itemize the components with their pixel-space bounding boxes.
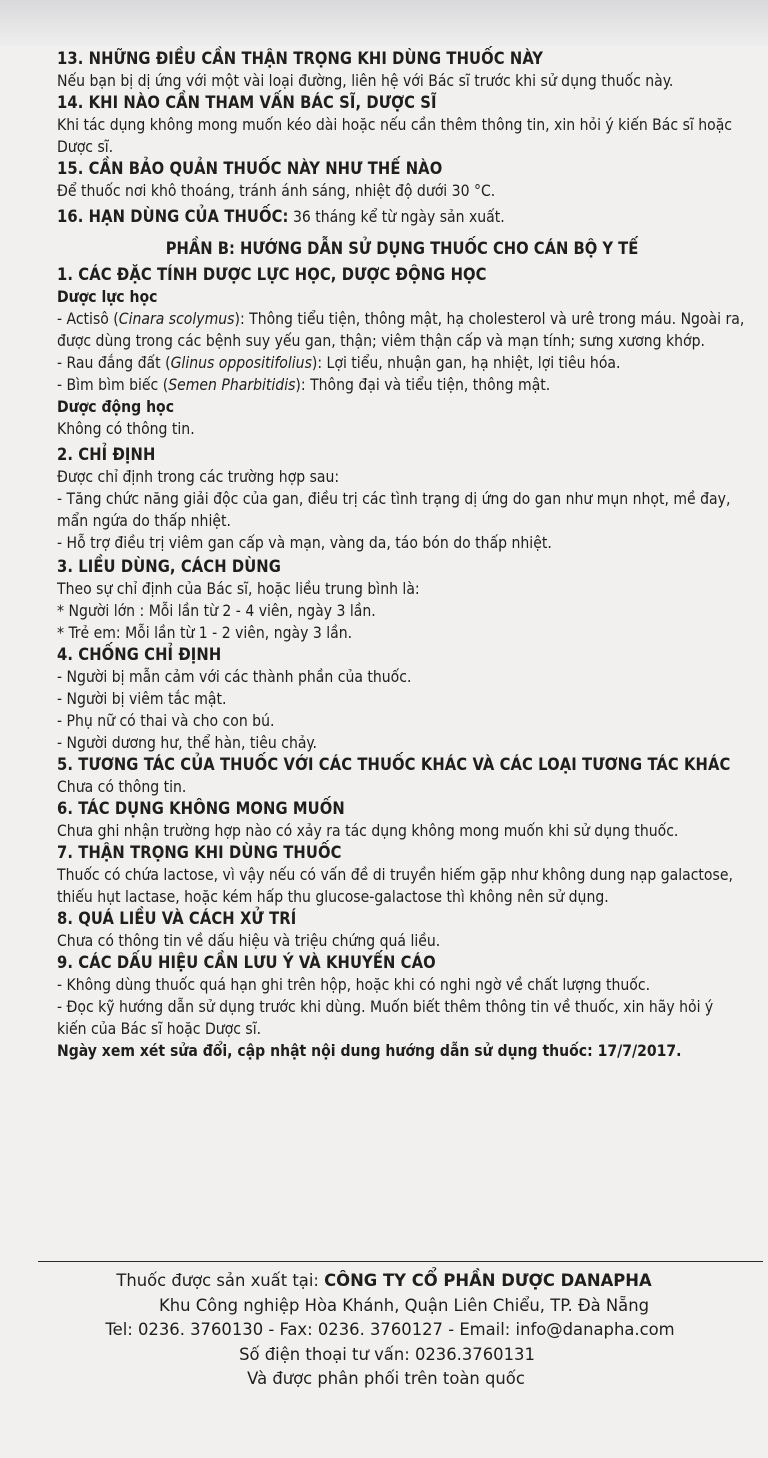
pd-item-latin: Glinus oppositifolius [170,354,312,372]
b2-line: - Tăng chức năng giải độc của gan, điều trị các tình trạng dị ứng do gan như mụn nhọt, mề đay, mẩn ngứa do thấp nhiệt. [57,490,731,530]
b1-title: 1. CÁC ĐẶC TÍNH DƯỢC LỰC HỌC, DƯỢC ĐỘNG HỌC [57,265,487,284]
pd-item-prefix: - Bìm bìm biếc ( [57,376,169,394]
section-16-line [57,206,747,228]
distribution-note: Và được phân phối trên toàn quốc [247,1369,525,1388]
section-14-text: Khi tác dụng không mong muốn kéo dài hoặc nếu cần thêm thông tin, xin hỏi ý kiến Bác sĩ hoặc Dược sĩ. [57,116,733,156]
pd-item-latin: Cinara scolymus [118,310,235,328]
section-13-title: 13. NHỮNG ĐIỀU CẦN THẬN TRỌNG KHI DÙNG THUỐC NÀY [57,49,544,68]
b5-title: 5. TƯƠNG TÁC CỦA THUỐC VỚI CÁC THUỐC KHÁC VÀ CÁC LOẠI TƯƠNG TÁC KHÁC [57,755,731,774]
b9-line: - Không dùng thuốc quá hạn ghi trên hộp, hoặc khi có nghi ngờ về chất lượng thuốc. [57,976,651,994]
section-15-text: Để thuốc nơi khô thoáng, tránh ánh sáng, nhiệt độ dưới 30 °C. [57,182,496,200]
made-by-label: Thuốc được sản xuất tại: [116,1271,325,1290]
company-contact: Tel: 0236. 3760130 - Fax: 0236. 3760127 - Email: info@danapha.com [105,1320,675,1339]
b6-text: Chưa ghi nhận trường hợp nào có xảy ra tác dụng không mong muốn khi sử dụng thuốc. [57,822,679,840]
pd-item-text: ): Thông đại và tiểu tiện, thông mật. [295,376,551,394]
section-16-value: 36 tháng kể từ ngày sản xuất. [288,208,505,226]
b2-title: 2. CHỈ ĐỊNH [57,445,156,464]
b3-title: 3. LIỀU DÙNG, CÁCH DÙNG [57,557,281,576]
b1-pd-item [57,374,747,396]
b1-pd-item [57,352,747,374]
pd-item-text: ): Lợi tiểu, nhuận gan, hạ nhiệt, lợi tiêu hóa. [311,354,621,372]
section-15-title: 15. CẦN BẢO QUẢN THUỐC NÀY NHƯ THẾ NÀO [57,159,443,178]
b9-line: - Đọc kỹ hướng dẫn sử dụng trước khi dùng. Muốn biết thêm thông tin về thuốc, xin hãy hỏi ý kiến của Bác sĩ hoặc Dược sĩ. [57,998,714,1038]
section-14-title: 14. KHI NÀO CẦN THAM VẤN BÁC SĨ, DƯỢC SĨ [57,93,437,112]
pd-item-prefix: - Rau đắng đất ( [57,354,171,372]
b1-pk-text: Không có thông tin. [57,420,195,438]
b1-pk-title: Dược động học [57,398,175,416]
b4-line: - Người bị viêm tắc mật. [57,690,227,708]
b8-text: Chưa có thông tin về dấu hiệu và triệu chứng quá liều. [57,932,441,950]
b8-title: 8. QUÁ LIỀU VÀ CÁCH XỬ TRÍ [57,909,297,928]
top-shadow-band [0,0,768,46]
b5-text: Chưa có thông tin. [57,778,187,796]
section-16-title: 16. HẠN DÙNG CỦA THUỐC: [57,207,289,226]
section-13-text: Nếu bạn bị dị ứng với một vài loại đường, liên hệ với Bác sĩ trước khi sử dụng thuốc này. [57,72,674,90]
b9-title: 9. CÁC DẤU HIỆU CẦN LƯU Ý VÀ KHUYẾN CÁO [57,953,436,972]
footer-divider [38,1261,763,1262]
b1-pd-title: Dược lực học [57,288,158,306]
b4-line: - Phụ nữ có thai và cho con bú. [57,712,275,730]
b4-line: - Người bị mẫn cảm với các thành phần của thuốc. [57,668,412,686]
manufacturer-footer [0,1269,768,1392]
b2-line: - Hỗ trợ điều trị viêm gan cấp và mạn, vàng da, táo bón do thấp nhiệt. [57,534,552,552]
b7-title: 7. THẬN TRỌNG KHI DÙNG THUỐC [57,843,342,862]
b2-line: Được chỉ định trong các trường hợp sau: [57,468,340,486]
made-by-line [0,1269,768,1294]
leaflet-content [57,48,747,1062]
revision-date: Ngày xem xét sửa đổi, cập nhật nội dung hướng dẫn sử dụng thuốc: 17/7/2017. [57,1042,682,1060]
b6-title: 6. TÁC DỤNG KHÔNG MONG MUỐN [57,799,345,818]
b3-line: Theo sự chỉ định của Bác sĩ, hoặc liều trung bình là: [57,580,420,598]
company-name: CÔNG TY CỔ PHẦN DƯỢC DANAPHA [324,1271,652,1290]
b3-line: * Người lớn : Mỗi lần từ 2 - 4 viên, ngày 3 lần. [57,602,376,620]
company-address: Khu Công nghiệp Hòa Khánh, Quận Liên Chiểu, TP. Đà Nẵng [158,1295,650,1315]
pd-item-text: ): Thông tiểu tiện, thông mật, hạ cholesterol và urê trong máu. Ngoài ra, được dùng trong các bệnh suy yếu gan, thận; viêm thận cấp và mạn tính; sưng xương khớp. [57,310,745,350]
pd-item-prefix: - Actisô ( [57,310,119,328]
b4-title: 4. CHỐNG CHỈ ĐỊNH [57,645,222,664]
b7-text: Thuốc có chứa lactose, vì vậy nếu có vấn đề di truyền hiếm gặp như không dung nạp galactose, thiếu hụt lactase, hoặc kém hấp thu glucose-galactose thì không nên sử dụng. [57,866,733,906]
hotline: Số điện thoại tư vấn: 0236.3760131 [239,1344,535,1364]
b4-line: - Người dương hư, thể hàn, tiêu chảy. [57,734,317,752]
part-b-title: PHẦN B: HƯỚNG DẪN SỬ DỤNG THUỐC CHO CÁN BỘ Y TẾ [165,239,639,258]
b1-pd-item [57,308,747,352]
b3-line: * Trẻ em: Mỗi lần từ 1 - 2 viên, ngày 3 lần. [57,624,353,642]
pd-item-latin: Semen Pharbitidis [168,376,296,394]
